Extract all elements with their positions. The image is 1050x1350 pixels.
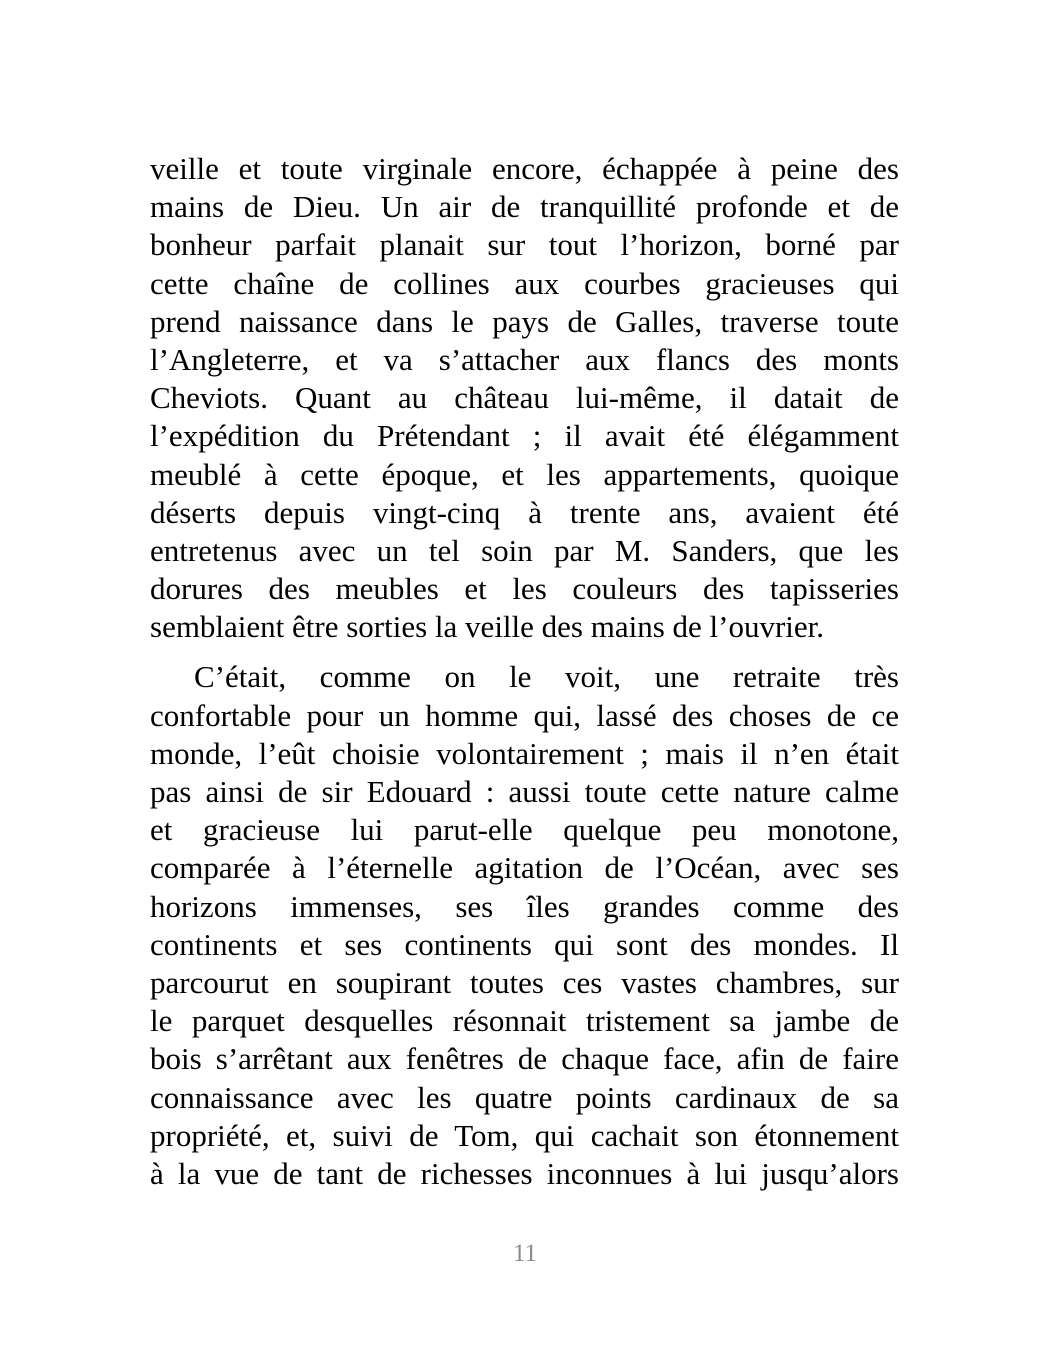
text-line: le parquet desquelles résonnait tristement sa jambe de <box>150 1003 899 1039</box>
text-line: monde, l’eût choisie volontairement ; mais il n’en était <box>150 735 899 771</box>
text-line: mains de Dieu. Un air de tranquillité profonde et de <box>150 189 899 225</box>
text-line: l’Angleterre, et va s’attacher aux flancs des monts <box>150 341 899 377</box>
text-line: meublé à cette époque, et les appartements, quoique <box>150 456 899 492</box>
text-line: connaissance avec les quatre points cardinaux de sa <box>150 1079 899 1115</box>
text-line: propriété, et, suivi de Tom, qui cachait son étonnement <box>150 1117 899 1153</box>
paragraph-1 <box>150 150 899 646</box>
paragraph-spacer <box>150 646 899 658</box>
text-line: semblaient être sorties la veille des mains de l’ouvrier. <box>150 609 825 645</box>
text-line: horizons immenses, ses îles grandes comme des <box>150 888 899 924</box>
text-line: prend naissance dans le pays de Galles, traverse toute <box>150 303 899 339</box>
text-line: bois s’arrêtant aux fenêtres de chaque face, afin de faire <box>150 1041 899 1077</box>
text-line: continents et ses continents qui sont des mondes. Il <box>150 926 899 962</box>
text-line: à la vue de tant de richesses inconnues à lui jusqu’alors <box>150 1155 899 1191</box>
text-line: parcourut en soupirant toutes ces vastes chambres, sur <box>150 964 899 1000</box>
text-line: C’était, comme on le voit, une retraite très <box>194 659 899 695</box>
text-line: bonheur parfait planait sur tout l’horizon, borné par <box>150 227 899 263</box>
text-line: déserts depuis vingt-cinq à trente ans, avaient été <box>150 494 899 530</box>
text-line: confortable pour un homme qui, lassé des choses de ce <box>150 697 899 733</box>
page-number: 11 <box>512 1240 538 1267</box>
paragraph-2 <box>150 658 899 1193</box>
text-line: cette chaîne de collines aux courbes gracieuses qui <box>150 265 899 301</box>
text-line: et gracieuse lui parut-elle quelque peu monotone, <box>150 812 899 848</box>
body-text <box>150 150 899 1193</box>
text-line: veille et toute virginale encore, échappée à peine des <box>150 151 899 186</box>
text-line: Cheviots. Quant au château lui-même, il datait de <box>150 380 899 416</box>
text-line: l’expédition du Prétendant ; il avait été élégamment <box>150 418 899 454</box>
text-line: pas ainsi de sir Edouard : aussi toute cette nature calme <box>150 774 899 809</box>
text-line: dorures des meubles et les couleurs des tapisseries <box>150 571 899 607</box>
text-line: entretenus avec un tel soin par M. Sanders, que les <box>150 532 899 568</box>
text-line: comparée à l’éternelle agitation de l’Océan, avec ses <box>150 850 899 886</box>
